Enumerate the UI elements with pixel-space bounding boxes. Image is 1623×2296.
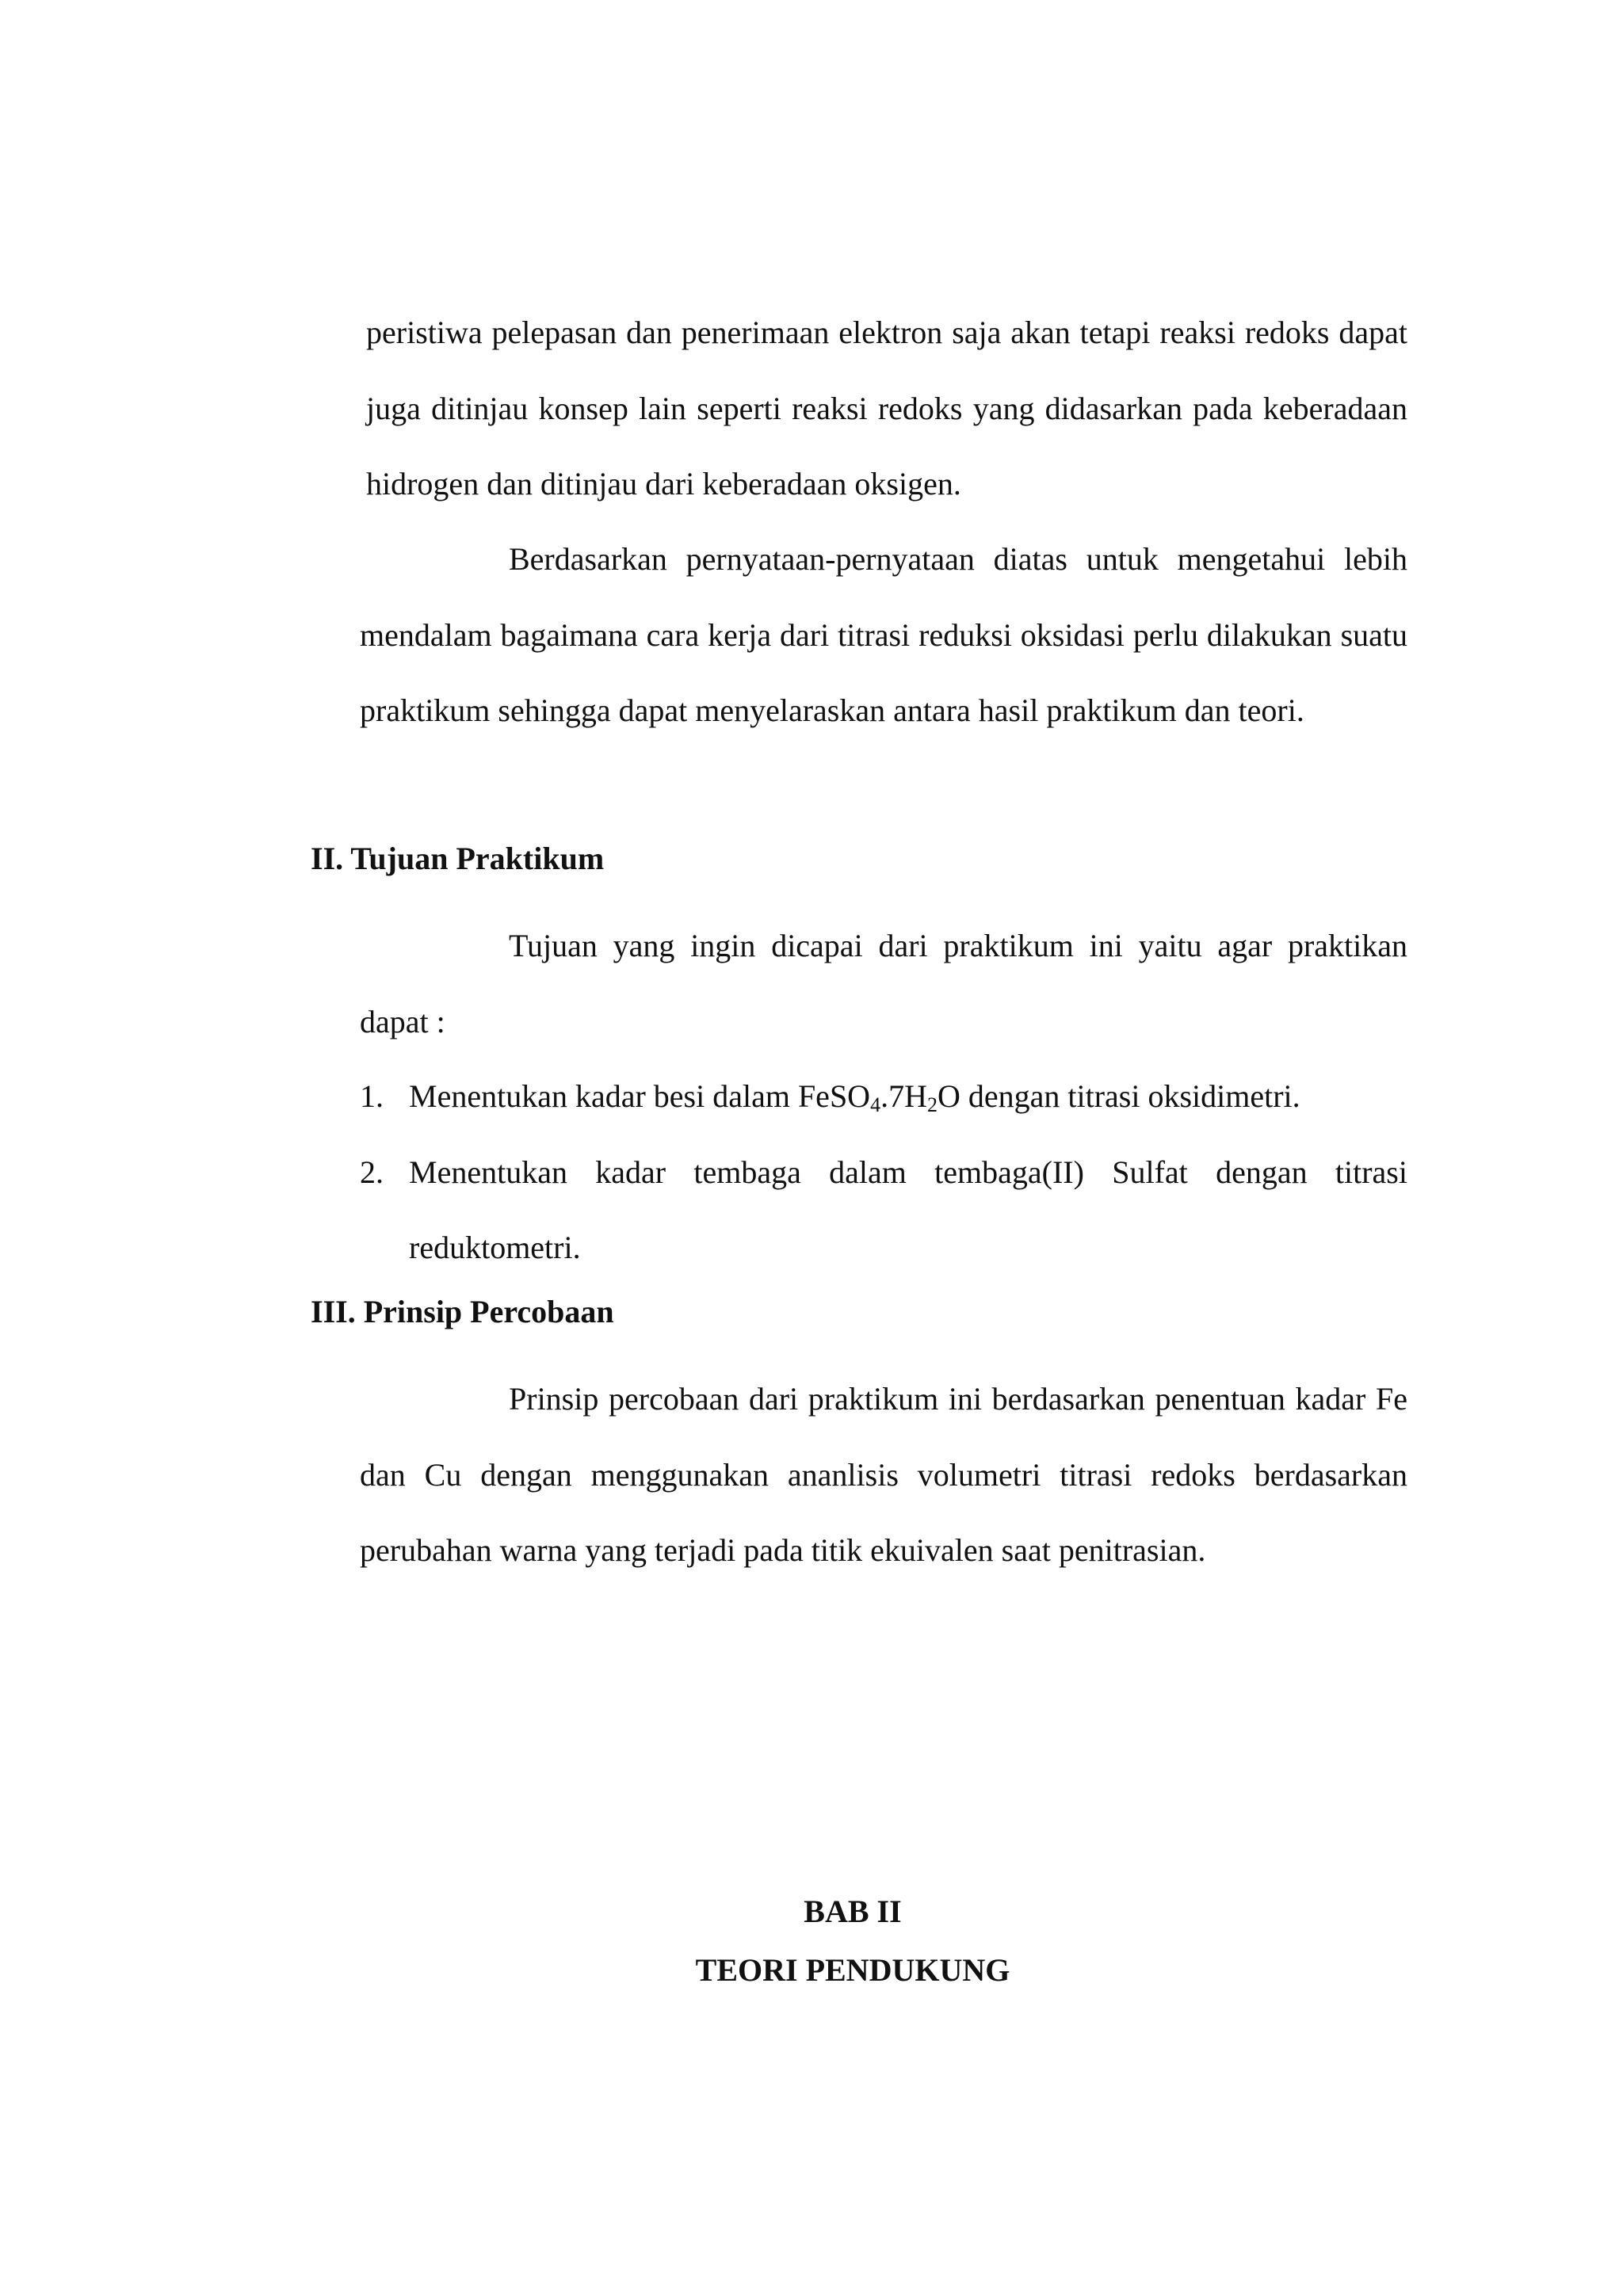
prinsip-heading: III. Prinsip Percobaan <box>311 1294 614 1329</box>
tujuan-list <box>360 1058 1407 1286</box>
background-paragraph: Berdasarkan pernyataan-pernyataan diatas untuk mengetahui lebih mendalam bagaimana cara kerja dari titrasi reduksi oksidasi perlu dilakukan suatu praktikum sehingga dapat menyelaraskan antara hasil praktikum dan teori. <box>360 541 1407 728</box>
list-item-text-before: Menentukan kadar besi dalam FeSO <box>409 1078 871 1114</box>
formula-subscript: 4 <box>870 1093 881 1116</box>
list-item-number: 2. <box>360 1154 384 1190</box>
list-item-number: 1. <box>360 1078 384 1114</box>
list-item-text-mid: .7H <box>880 1078 927 1114</box>
prinsip-paragraph: Prinsip percobaan dari praktikum ini berdasarkan penentuan kadar Fe dan Cu dengan menggunakan ananlisis volumetri titrasi redoks berdasarkan perubahan warna yang terjadi pada titik ekuivalen saat penitrasian. <box>360 1381 1407 1568</box>
continuation-paragraph: peristiwa pelepasan dan penerimaan elektron saja akan tetapi reaksi redoks dapat juga ditinjau konsep lain seperti reaksi redoks yang didasarkan pada keberadaan hidrogen dan ditinjau dari keberadaan oksigen. <box>366 315 1407 502</box>
list-item-text: Menentukan kadar tembaga dalam tembaga(II) Sulfat dengan titrasi reduktometri. <box>409 1154 1407 1265</box>
tujuan-heading: II. Tujuan Praktikum <box>311 841 605 876</box>
list-item <box>360 1135 1407 1286</box>
chapter-title: TEORI PENDUKUNG <box>695 1952 1010 1988</box>
list-item <box>360 1058 1407 1135</box>
chapter-number: BAB II <box>804 1894 902 1929</box>
tujuan-intro-paragraph: Tujuan yang ingin dicapai dari praktikum ini yaitu agar praktikan dapat : <box>360 928 1407 1039</box>
list-item-text-after: O dengan titrasi oksidimetri. <box>937 1078 1300 1114</box>
formula-subscript: 2 <box>926 1093 938 1116</box>
